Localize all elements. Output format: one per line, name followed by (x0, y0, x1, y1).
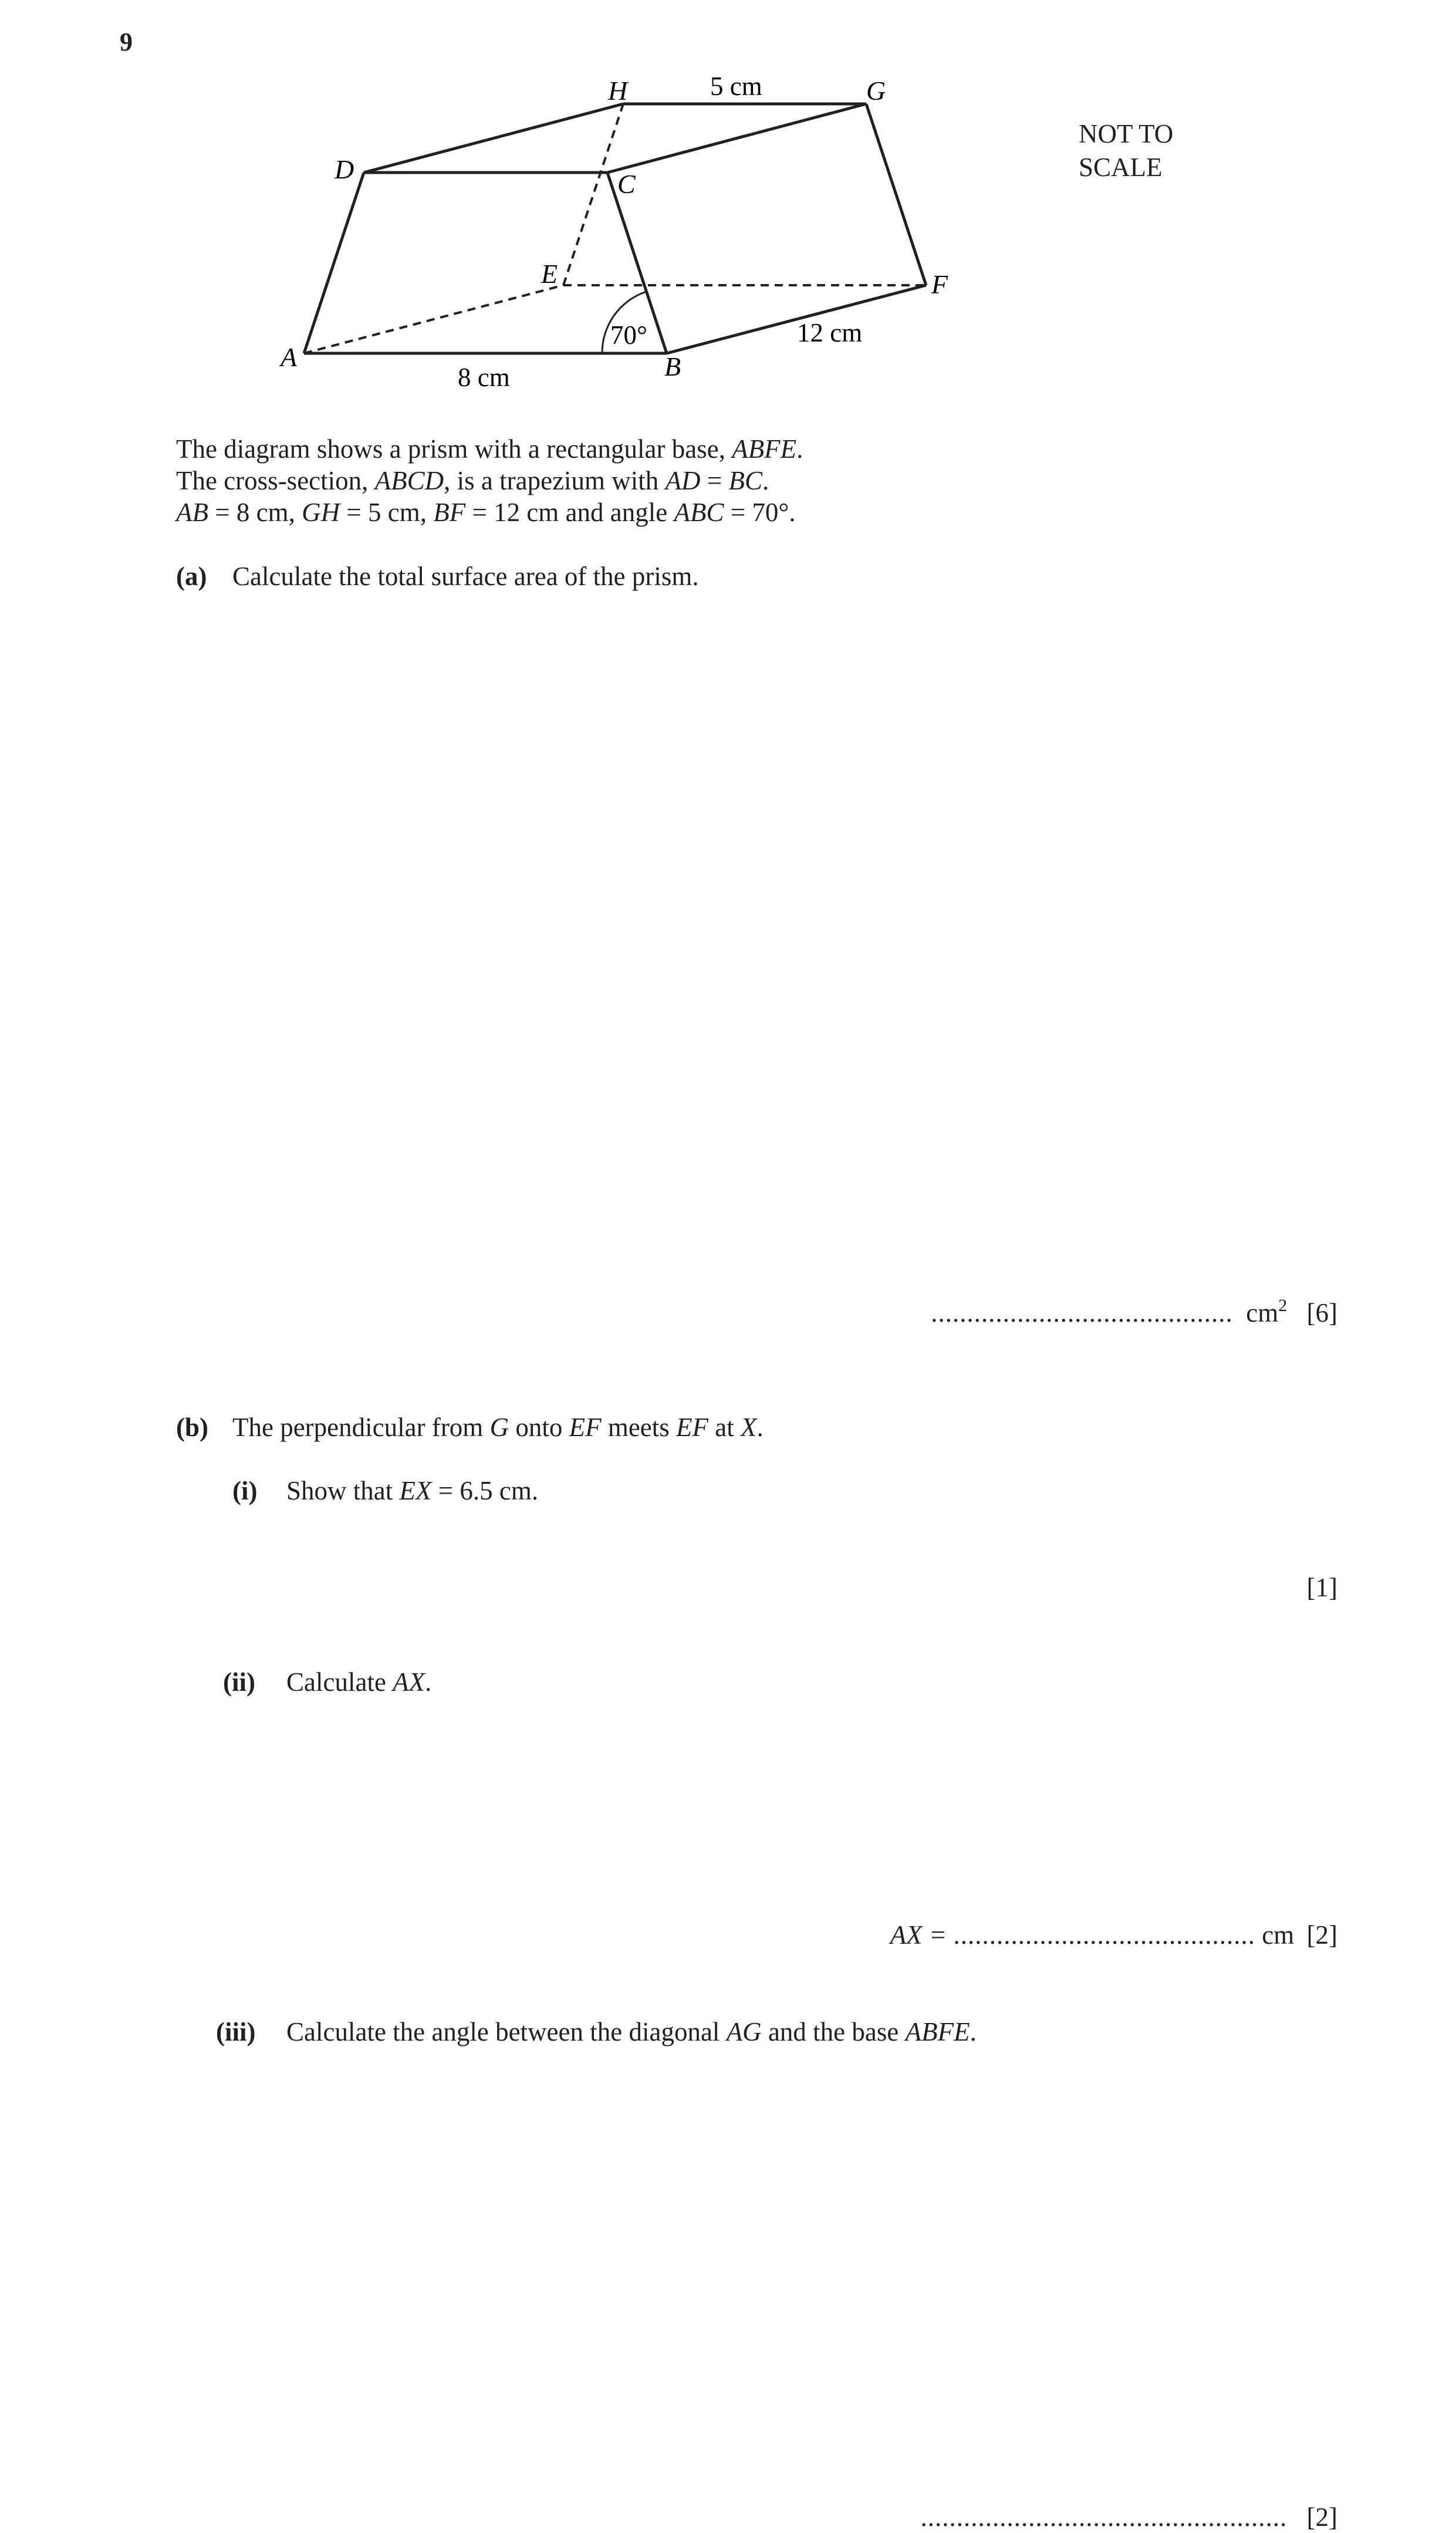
vertex-label-c: C (617, 169, 636, 199)
vertex-label-d: D (335, 154, 354, 184)
part-a-label: (a) (176, 562, 207, 591)
part-b-i-marks: [1] (1306, 1573, 1337, 1602)
part-a-question (176, 560, 699, 592)
part-b-ii-answer-line[interactable] (890, 1919, 1337, 1951)
vertex-label-a: A (281, 342, 298, 372)
vertex-label-h: H (608, 76, 628, 106)
answer-dots: .......................................... (953, 1920, 1256, 1950)
answer-unit: cm (1262, 1920, 1295, 1950)
answer-unit: $cm^2$ (1246, 1296, 1288, 1328)
part-b-iii-question: (iii) Calculate the angle between the diagonal AG and the base ABFE. (216, 2017, 977, 2046)
edge-gf (866, 104, 926, 285)
not-to-scale-line-1: NOT TO (1079, 119, 1174, 148)
part-b-label: (b) (176, 1413, 208, 1442)
vertex-label-e: E (541, 259, 558, 289)
part-a-text: Calculate the total surface area of the prism. (232, 562, 699, 591)
stem-line-1: The diagram shows a prism with a rectangular base, ABFE. (176, 434, 803, 464)
stem-line-2: The cross-section, ABCD, is a trapezium with AD = BC. (176, 466, 769, 495)
vertex-label-f: F (931, 269, 948, 299)
length-label-bf: 12 cm (797, 318, 863, 347)
not-to-scale-note (1079, 117, 1173, 184)
question-number: 9 (120, 28, 133, 56)
answer-prefix: AX = (890, 1920, 947, 1950)
marks-label: [2] (1306, 1920, 1337, 1950)
edge-ae-hidden (304, 285, 563, 353)
part-b-iii-label: (iii) (216, 2017, 256, 2046)
vertex-label-g: G (866, 76, 886, 106)
length-label-gh: 5 cm (710, 72, 762, 101)
angle-label-abc: 70° (610, 320, 647, 350)
answer-dots: .......................................... (931, 1298, 1233, 1328)
part-b-iii-answer-line[interactable] (921, 2501, 1337, 2533)
vertex-label-b: B (664, 352, 681, 381)
edge-ad (304, 173, 364, 353)
not-to-scale-line-2: SCALE (1079, 153, 1163, 182)
part-b-i-label: (i) (232, 1476, 258, 1505)
edge-bf (667, 285, 926, 353)
part-b-question: (b) The perpendicular from G onto EF meets EF at X. (176, 1413, 764, 1442)
question-stem (176, 433, 803, 528)
edge-dh (364, 104, 623, 173)
edge-cg (607, 104, 866, 173)
part-b-ii-question: (ii) Calculate AX. (223, 1667, 432, 1697)
prism-diagram (0, 0, 998, 411)
part-a-answer-line[interactable] (931, 1297, 1337, 1329)
part-b-i-question: (i) Show that EX = 6.5 cm. (232, 1476, 539, 1505)
marks-label: [6] (1306, 1298, 1337, 1328)
stem-line-3: AB = 8 cm, GH = 5 cm, BF = 12 cm and angle ABC = 70°. (176, 498, 796, 527)
marks-label: [2] (1306, 2502, 1337, 2532)
answer-dots: ................................................... (920, 2502, 1288, 2532)
length-label-ab: 8 cm (458, 363, 510, 392)
part-b-ii-label: (ii) (223, 1667, 255, 1697)
